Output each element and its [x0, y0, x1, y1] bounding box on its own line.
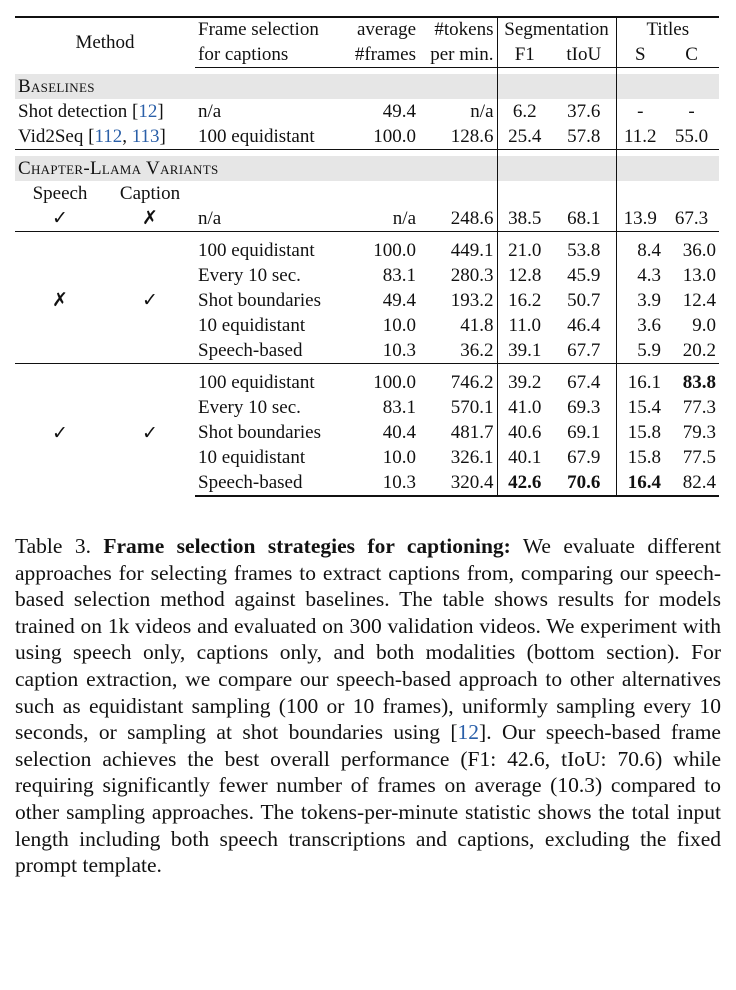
titles-s-cell: 5.9: [616, 338, 664, 364]
method-shot-detection: Shot detection [12]: [18, 101, 164, 122]
titles-s-cell: 3.9: [616, 288, 664, 313]
frames-sel-cell: n/a: [198, 208, 222, 229]
check-icon: ✓: [142, 290, 158, 311]
titles-s-cell: 16.1: [616, 370, 664, 395]
f1-cell: 25.4: [497, 124, 552, 150]
header-f1: F1: [497, 43, 552, 68]
tiou-cell: 53.8: [567, 240, 601, 261]
f1-cell: 11.0: [497, 313, 552, 338]
header-method: Method: [15, 17, 195, 68]
f1-cell: 6.2: [497, 99, 552, 124]
tokens-cell: 128.6: [419, 124, 497, 150]
caption-text-end: ]. Our speech-based frame selection achieves the best overall performance (F1: 42.6, tIoU: 70.6) while requiring significantly fewer number of frames on average (10.3) compared to other sampling approaches. The tokens-per-minute statistic shows the total input length including both speech transcriptions and captions, excluding the fixed prompt template.: [15, 720, 721, 878]
table-caption: [15, 533, 721, 879]
baselines-label: Baselines: [15, 74, 497, 99]
tokens-cell: 326.1: [450, 447, 494, 468]
titles-s-cell: 15.8: [616, 420, 664, 445]
frames-sel-cell: Shot boundaries: [198, 422, 321, 443]
tiou-cell: 45.9: [567, 265, 601, 286]
titles-c-cell: 79.3: [682, 422, 717, 443]
header-row-1: [15, 17, 719, 43]
titles-s-cell: 13.9: [616, 206, 664, 232]
caption-header: Caption: [119, 183, 181, 204]
avg-frames-cell: 83.1: [382, 397, 417, 418]
frames-sel-cell: Speech-based: [198, 340, 303, 361]
frames-sel-cell: Every 10 sec.: [198, 265, 301, 286]
tokens-cell: 481.7: [450, 422, 494, 443]
tiou-cell: 46.4: [567, 315, 601, 336]
titles-s-cell: 4.3: [616, 263, 664, 288]
avg-frames-cell: 49.4: [382, 290, 417, 311]
cross-icon: ✗: [52, 290, 68, 311]
titles-c-cell: 82.4: [664, 470, 719, 496]
titles-c-cell: 55.0: [664, 124, 719, 150]
avg-frames-cell: 10.3: [341, 470, 419, 496]
f1-cell: 40.1: [497, 445, 552, 470]
caption-label: Table 3.: [15, 534, 91, 558]
frames-sel-cell: Speech-based: [195, 470, 341, 496]
tokens-cell: 193.2: [450, 290, 494, 311]
tiou-cell: 57.8: [552, 124, 616, 150]
titles-c-cell: 36.0: [682, 240, 717, 261]
variants-section-row: [15, 156, 719, 181]
results-table-container: [15, 16, 719, 497]
tokens-cell: 320.4: [419, 470, 497, 496]
cross-icon: ✗: [142, 208, 158, 229]
avg-frames-cell: 100.0: [373, 372, 417, 393]
frames-sel-cell: Every 10 sec.: [198, 397, 301, 418]
tiou-cell: 68.1: [567, 208, 601, 229]
avg-frames-cell: n/a: [392, 208, 417, 229]
table-row: [15, 124, 719, 150]
header-c: C: [664, 43, 719, 68]
caption-text: We evaluate different approaches for selecting frames to extract captions from, comparing our speech-based selection method against baselines. The table shows results for models trained on 1k videos and evaluated on 300 validation videos. We experiment with using speech only, captions only, and both modalities (bottom section). For caption extraction, we compare our speech-based approach to other alternatives such as equidistant sampling (100 or 10 frames), uniformly sampling every 10 seconds, or sampling at shot boundaries using [: [15, 534, 721, 745]
avg-frames-cell: 49.4: [382, 101, 417, 122]
tiou-cell: 37.6: [567, 101, 601, 122]
f1-cell: 39.2: [497, 370, 552, 395]
f1-cell: 16.2: [497, 288, 552, 313]
results-table: [15, 16, 719, 497]
header-titles: Titles: [616, 17, 719, 43]
frames-sel-cell: n/a: [198, 101, 222, 122]
table-row: [15, 370, 719, 395]
titles-s-cell: 15.8: [616, 445, 664, 470]
check-icon: ✓: [52, 208, 68, 229]
check-icon: ✓: [142, 422, 158, 444]
f1-cell: 38.5: [497, 206, 552, 232]
f1-cell: 41.0: [497, 395, 552, 420]
tiou-cell: 67.4: [567, 372, 601, 393]
tiou-cell: 67.7: [567, 340, 601, 361]
frames-sel-cell: 100 equidistant: [198, 372, 315, 393]
titles-s-cell: 3.6: [616, 313, 664, 338]
titles-s-cell: 11.2: [616, 124, 664, 150]
titles-c-cell: 9.0: [692, 315, 717, 336]
table-row: [15, 238, 719, 263]
header-for-captions: for captions: [195, 43, 341, 68]
titles-c-cell: 67.3: [674, 208, 709, 229]
titles-c-cell: 12.4: [682, 290, 717, 311]
table-row: [15, 206, 719, 232]
baselines-section-row: [15, 74, 719, 99]
frames-sel-cell: 100 equidistant: [195, 124, 341, 150]
speech-header: Speech: [32, 183, 88, 204]
tokens-cell: 746.2: [450, 372, 494, 393]
titles-c-cell: 83.8: [682, 372, 717, 393]
titles-c-cell: 13.0: [682, 265, 717, 286]
tokens-cell: 248.6: [450, 208, 494, 229]
avg-frames-cell: 83.1: [382, 265, 417, 286]
citation-link[interactable]: 112: [94, 126, 123, 147]
citation-link[interactable]: 12: [457, 720, 480, 745]
header-frame-selection: Frame selection: [195, 17, 341, 43]
avg-frames-cell: 100.0: [341, 124, 419, 150]
avg-frames-cell: 10.3: [382, 340, 417, 361]
header-s: S: [616, 43, 664, 68]
frames-sel-cell: 10 equidistant: [198, 315, 306, 336]
tiou-cell: 50.7: [567, 290, 601, 311]
variants-label: Chapter-Llama Variants: [15, 156, 497, 181]
avg-frames-cell: 100.0: [373, 240, 417, 261]
f1-cell: 40.6: [497, 420, 552, 445]
titles-c-cell: -: [688, 101, 695, 122]
titles-c-cell: 77.3: [682, 397, 717, 418]
tokens-cell: 280.3: [450, 265, 494, 286]
avg-frames-cell: 40.4: [382, 422, 417, 443]
tokens-cell: 41.8: [460, 315, 494, 336]
check-icon: ✓: [52, 422, 68, 444]
method-vid2seq: Vid2Seq [112, 113]: [15, 124, 195, 150]
tokens-cell: 36.2: [460, 340, 494, 361]
titles-c-cell: 77.5: [682, 447, 717, 468]
titles-s-cell: -: [616, 99, 664, 124]
tokens-cell: 570.1: [450, 397, 494, 418]
frames-sel-cell: 100 equidistant: [198, 240, 315, 261]
f1-cell: 21.0: [497, 238, 552, 263]
f1-cell: 42.6: [497, 470, 552, 496]
tokens-cell: 449.1: [450, 240, 494, 261]
tiou-cell: 70.6: [552, 470, 616, 496]
tokens-cell: n/a: [470, 101, 494, 122]
titles-c-cell: 20.2: [682, 340, 717, 361]
avg-frames-cell: 10.0: [382, 447, 417, 468]
tiou-cell: 69.1: [567, 422, 601, 443]
avg-frames-cell: 10.0: [382, 315, 417, 336]
frames-sel-cell: 10 equidistant: [198, 447, 306, 468]
tiou-cell: 67.9: [567, 447, 601, 468]
frames-sel-cell: Shot boundaries: [198, 290, 321, 311]
header-tokens: #tokens: [419, 17, 497, 43]
f1-cell: 12.8: [497, 263, 552, 288]
citation-link[interactable]: 12: [138, 101, 158, 122]
table-row: [15, 99, 719, 124]
tiou-cell: 69.3: [567, 397, 601, 418]
header-frames: #frames: [341, 43, 419, 68]
f1-cell: 39.1: [497, 338, 552, 364]
titles-s-cell: 16.4: [616, 470, 664, 496]
caption-title: Frame selection strategies for captioning:: [103, 534, 511, 558]
header-per-min: per min.: [419, 43, 497, 68]
titles-s-cell: 8.4: [616, 238, 664, 263]
header-tiou: tIoU: [552, 43, 616, 68]
variant-subheader-row: [15, 181, 719, 206]
citation-link[interactable]: 113: [131, 126, 160, 147]
titles-s-cell: 15.4: [616, 395, 664, 420]
header-average: average: [341, 17, 419, 43]
header-segmentation: Segmentation: [497, 17, 616, 43]
